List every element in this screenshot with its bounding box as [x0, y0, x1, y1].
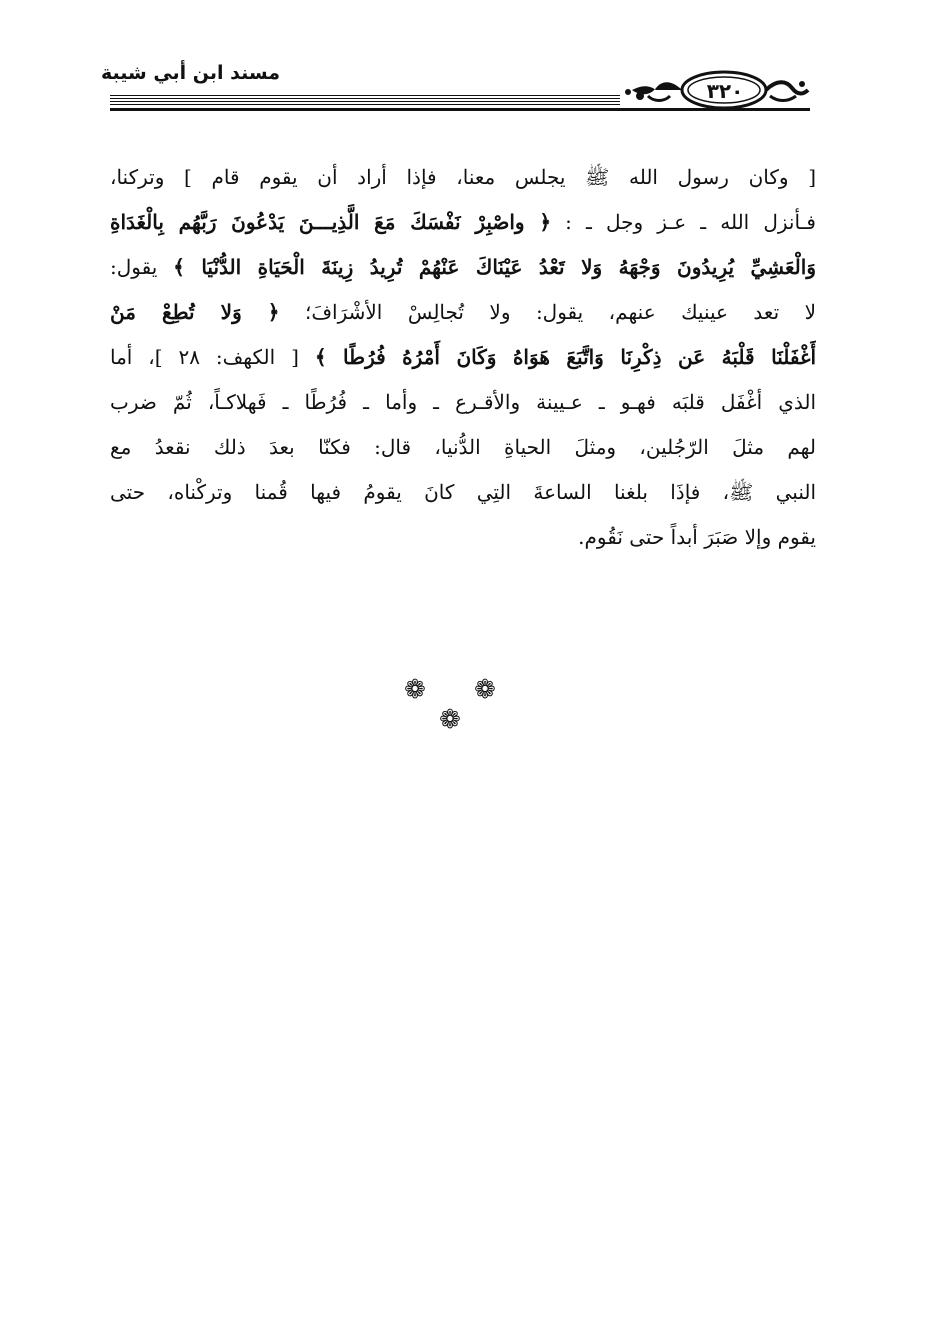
text-line	[110, 335, 816, 380]
page-body-text	[110, 155, 816, 560]
header-rule	[110, 101, 620, 102]
body-text: فـأنزل الله ـ عـز وجل ـ :	[551, 210, 816, 234]
book-title: مسند ابن أبي شيبة	[100, 62, 280, 84]
section-separator: ❁ ❁ ❁	[404, 675, 516, 735]
text-line	[110, 290, 816, 335]
text-line	[110, 515, 816, 560]
text-line	[110, 380, 816, 425]
body-text: النبي ﷺ، فإذَا بلغنا الساعةَ التِي كانَ يقومُ فيها قُمنا وتركْناه، حتى	[110, 480, 816, 504]
quran-verse-text: أَغْفَلْنَا قَلْبَهُ عَن ذِكْرِنَا وَاتَّبَعَ هَوَاهُ وَكَانَ أَمْرُهُ فُرُطًا ﴾	[314, 345, 816, 369]
body-text: [ وكان رسول الله ﷺ يجلس معنا، فإذا أراد أن يقوم قام ] وتركنا،	[110, 165, 816, 189]
text-line	[110, 245, 816, 290]
header-rule	[110, 98, 620, 99]
page-number: ٣٢٠	[706, 79, 744, 103]
quran-verse-text: ﴿ واصْبِرْ نَفْسَكَ مَعَ الَّذِيـــنَ يَدْعُونَ رَبَّهُم بِالْغَدَاةِ	[110, 210, 552, 234]
text-line	[110, 155, 816, 200]
body-text: يقول:	[110, 255, 174, 279]
header-rule	[110, 95, 620, 96]
body-text: [ الكهف: ٢٨ ]، أما	[110, 345, 315, 369]
header-rule	[110, 104, 620, 105]
body-text: لهم مثلَ الرّجُلين، ومثلَ الحياةِ الدُّنيا، قال: فكنّا بعدَ ذلك نقعدُ مع	[110, 435, 816, 459]
body-text: يقوم وإلا صَبَرَ أبداً حتى نَقُوم.	[578, 525, 816, 549]
body-text: لا تعد عينيك عنهم، يقول: ولا تُجالِسْ الأشْرَافَ؛	[279, 300, 816, 324]
body-text: الذي أغْفَل قلبَه فهـو ـ عـيينة والأقـرع ـ وأما ـ فُرُطًا ـ فَهلاكـاً، ثُمّ ضرب	[110, 390, 816, 414]
text-line	[110, 470, 816, 515]
text-line	[110, 425, 816, 470]
header-rule-thick	[110, 108, 810, 111]
quran-verse-text: ﴿ وَلا تُطِعْ مَنْ	[110, 300, 280, 324]
quran-verse-text: وَالْعَشِيِّ يُرِيدُونَ وَجْهَهُ وَلا تَعْدُ عَيْنَاكَ عَنْهُمْ تُرِيدُ زِينَةَ الْحَيَاةِ الدُّنْيَا ﴾	[173, 255, 816, 279]
page-header	[0, 0, 942, 130]
text-line	[110, 200, 816, 245]
